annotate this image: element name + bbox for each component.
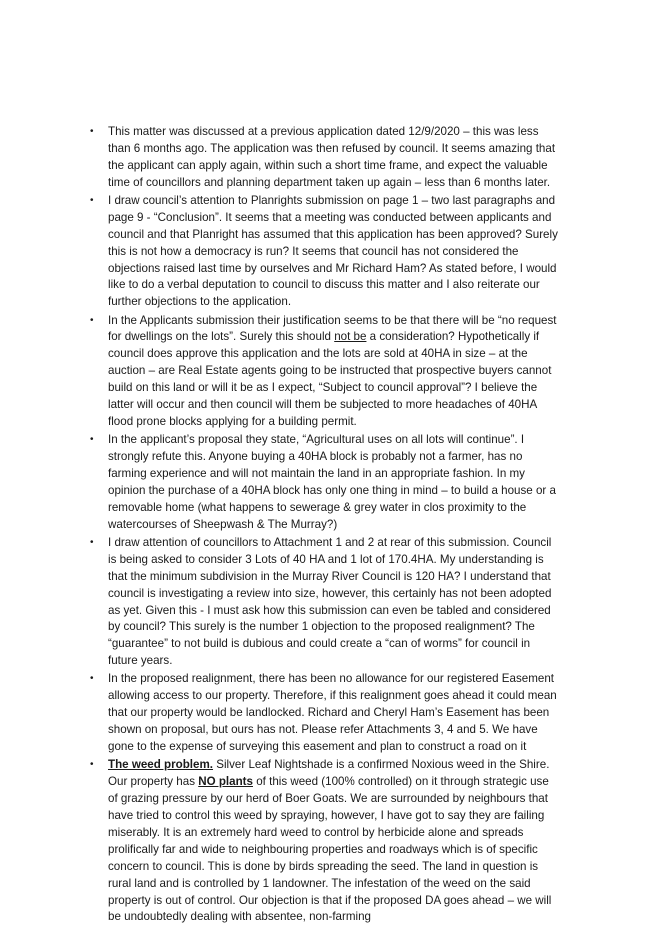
paragraph-text: I draw attention of councillors to Attachment 1 and 2 at rear of this submission. Council is being asked to consider 3 Lots of 40 HA and 1 lot of 170.4HA. My understanding is that the minimum subdivision in the Murray River Council is 120 HA? I understand that council is investigating a review into size, however, this certainly has not been adopted as yet. Given this - I must ask how this submission can even be tabled and considered by council? This surely is the number 1 objection to the proposed realignment? The “guarantee” to not build is dubious and could create a “can of worms” for council in future years. bbox=[108, 535, 552, 668]
bullet-icon: • bbox=[90, 314, 94, 326]
bullet-icon: • bbox=[90, 434, 94, 446]
objection-item bbox=[90, 193, 561, 311]
paragraph-text: Silver Leaf Nightshade is a confirmed Noxious weed in the Shire. Our property has bbox=[108, 758, 550, 789]
paragraph-text: In the Applicants submission their justification seems to be that there will be “no request for dwellings on the lots”. Surely this should bbox=[108, 313, 557, 344]
objection-list bbox=[90, 124, 561, 926]
bullet-icon: • bbox=[90, 126, 94, 137]
objection-item bbox=[90, 313, 561, 431]
emphasis-text: NO plants bbox=[198, 775, 253, 789]
bullet-icon: • bbox=[90, 194, 94, 206]
objection-item bbox=[90, 535, 561, 670]
paragraph-text: I draw council’s attention to Planrights submission on page 1 – two last paragraphs and page 9 - “Conclusion”. It seems that a meeting was conducted between applicants and council and that Planright has assumed that this application has been approved? Surely this is not how a democracy is run? It seems that council has not considered the objections raised last time by ourselves and Mr Richard Ham? As stated before, I would like to do a verbal deputation to council to discuss this matter and I also reiterate our further objections to the application. bbox=[108, 193, 558, 309]
paragraph-text: This matter was discussed at a previous application dated 12/9/2020 – this was less than 6 months ago. The application was then refused by council. It seems amazing that the applicant can apply again, within such a short time frame, and expect the valuable time of councillors and planning department taken up again – less than 6 months later. bbox=[108, 125, 556, 189]
objection-item bbox=[90, 757, 561, 926]
objection-item bbox=[90, 671, 561, 756]
paragraph-text: a consideration? Hypothetically if council does approve this application and the lots are sold at 40HA in size – at the auction – are Real Estate agents going to be instructed that prospective buyers cannot build on this land or will it be as I expect, “Subject to council approval”? I believe the latter will occur and then council will them be subjected to more headaches of 40HA flood prone blocks applying for a building permit. bbox=[108, 330, 552, 428]
objection-item bbox=[90, 124, 561, 192]
emphasis-text: The weed problem. bbox=[108, 758, 214, 772]
paragraph-text: of this weed (100% controlled) on it through strategic use of grazing pressure by our herd of Boer Goats. We are surrounded by neighbours that have tried to control this weed by spraying, however, I have got to say they are failing miserably. It is an extremely hard weed to control by herbicide alone and spreads prolifically far and wide to neighbouring properties and roadways which is of specific concern to council. This is done by birds spreading the seed. The land in question is rural land and is controlled by 1 landowner. The infestation of the weed on the said property is out of control. Our objection is that if the proposed DA goes ahead – we will be undoubtedly dealing with absentee, non-farming bbox=[108, 775, 552, 924]
emphasis-text: not be bbox=[334, 330, 367, 344]
bullet-icon: • bbox=[90, 536, 94, 548]
bullet-icon: • bbox=[90, 673, 94, 685]
bullet-icon: • bbox=[90, 759, 94, 771]
paragraph-text: In the applicant’s proposal they state, “Agricultural uses on all lots will continue”. I strongly refute this. Anyone buying a 40HA block is probably not a farmer, has no farming experience and will not maintain the land in an appropriate fashion. In my opinion the purchase of a 40HA block has only one thing in mind – to build a house or a removable home (what happens to sewerage & grey water in clos proximity to the watercourses of Sheepwash & The Murray?) bbox=[108, 433, 556, 531]
objection-item bbox=[90, 432, 561, 533]
paragraph-text: In the proposed realignment, there has been no allowance for our registered Easement allowing access to our property. Therefore, if this realignment goes ahead it could mean that our property would be landlocked. Richard and Cheryl Ham’s Easement has been shown on proposal, but ours has not. Please refer Attachments 3, 4 and 5. We have gone to the expense of surveying this easement and plan to construct a road on it bbox=[108, 672, 557, 754]
